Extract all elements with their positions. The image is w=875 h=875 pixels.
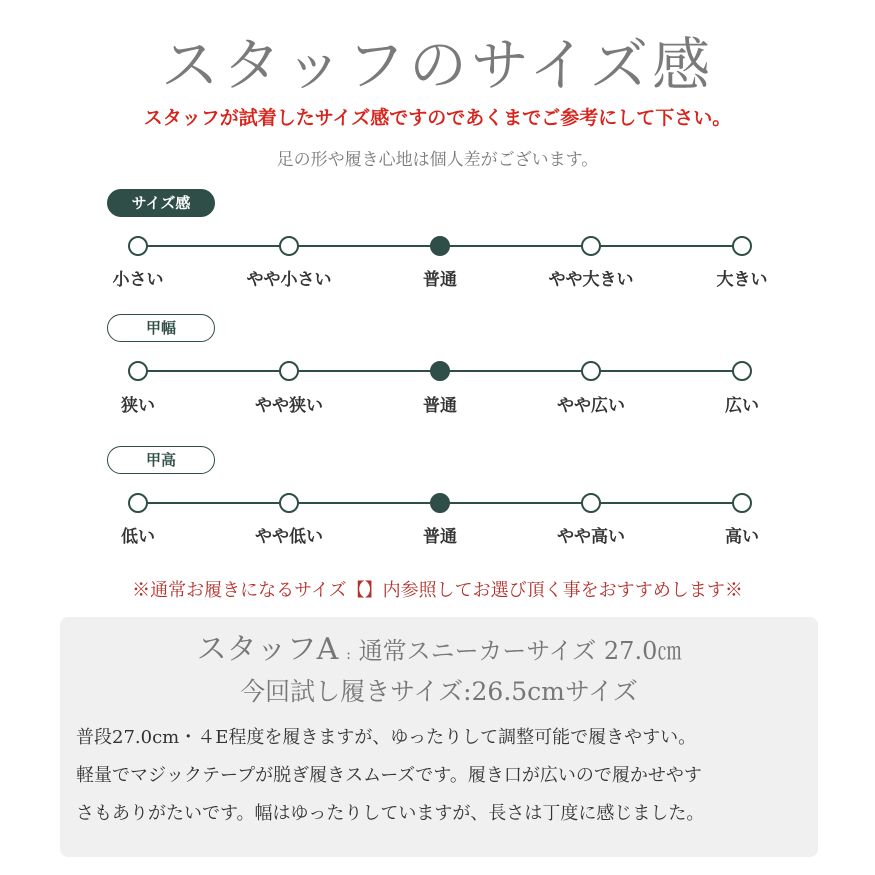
instep-height-dot-2 <box>430 493 450 513</box>
staff-usual-size: 通常スニーカーサイズ 27.0㎝ <box>358 637 682 665</box>
size-feel-dot-0 <box>128 236 148 256</box>
instep-width-label-2: 普通 <box>423 396 457 416</box>
staff-separator: : <box>345 645 352 663</box>
review-line: さもありがたいです。幅はゆったりしていますが、長さは丁度に感じました。 <box>76 803 705 824</box>
size-feel-label-1: やや小さい <box>246 270 332 290</box>
instep-width-label-1: やや狭い <box>255 396 323 416</box>
instep-width-label-4: 広い <box>725 396 759 416</box>
size-feel-dot-2 <box>430 236 450 256</box>
staff-name: スタッフA <box>196 632 339 667</box>
instep-height-badge: 甲高 <box>107 446 215 474</box>
staff-review-panel <box>60 617 818 857</box>
size-feel-label-2: 普通 <box>423 270 457 290</box>
instep-width-dot-2 <box>430 361 450 381</box>
review-line: 普段27.0cm・４E程度を履きますが、ゆったりして調整可能で履きやすい。 <box>76 727 697 748</box>
instep-width-dot-1 <box>279 361 299 381</box>
instep-height-dot-3 <box>581 493 601 513</box>
instep-height-dot-1 <box>279 493 299 513</box>
size-feel-dot-4 <box>732 236 752 256</box>
size-feel-label-3: やや大きい <box>548 270 634 290</box>
instep-width-dot-3 <box>581 361 601 381</box>
review-line: 軽量でマジックテープが脱ぎ履きスムーズです。履き口が広いので履かせやす <box>76 765 702 786</box>
instep-height-dot-4 <box>732 493 752 513</box>
size-feel-badge: サイズ感 <box>107 189 215 217</box>
instep-height-label-4: 高い <box>725 527 759 547</box>
instep-width-dot-0 <box>128 361 148 381</box>
staff-review-text <box>76 719 816 833</box>
instep-width-dot-4 <box>732 361 752 381</box>
staff-trial-size: 今回試し履きサイズ:26.5cmサイズ <box>240 677 638 706</box>
instep-width-badge: 甲幅 <box>107 314 215 342</box>
page-title: スタッフのサイズ感 <box>160 31 715 99</box>
instep-height-label-0: 低い <box>121 527 155 547</box>
size-feel-label-0: 小さい <box>112 270 164 290</box>
instep-height-label-2: 普通 <box>423 527 457 547</box>
size-feel-dot-3 <box>581 236 601 256</box>
instep-width-label-0: 狭い <box>121 396 155 416</box>
instep-height-dot-0 <box>128 493 148 513</box>
size-feel-label-4: 大きい <box>716 270 768 290</box>
instep-height-label-1: やや低い <box>255 527 323 547</box>
size-feel-dot-1 <box>279 236 299 256</box>
instep-height-label-3: やや高い <box>557 527 625 547</box>
instep-width-label-3: やや広い <box>557 396 625 416</box>
size-recommendation: ※通常お履きになるサイズ【】内参照してお選び頂く事をおすすめします※ <box>132 580 743 601</box>
individual-difference-note: 足の形や履き心地は個人差がございます。 <box>276 150 599 170</box>
trial-notice: スタッフが試着したサイズ感ですのであくまでご参考にして下さい。 <box>143 107 732 129</box>
staff-header <box>60 624 818 668</box>
